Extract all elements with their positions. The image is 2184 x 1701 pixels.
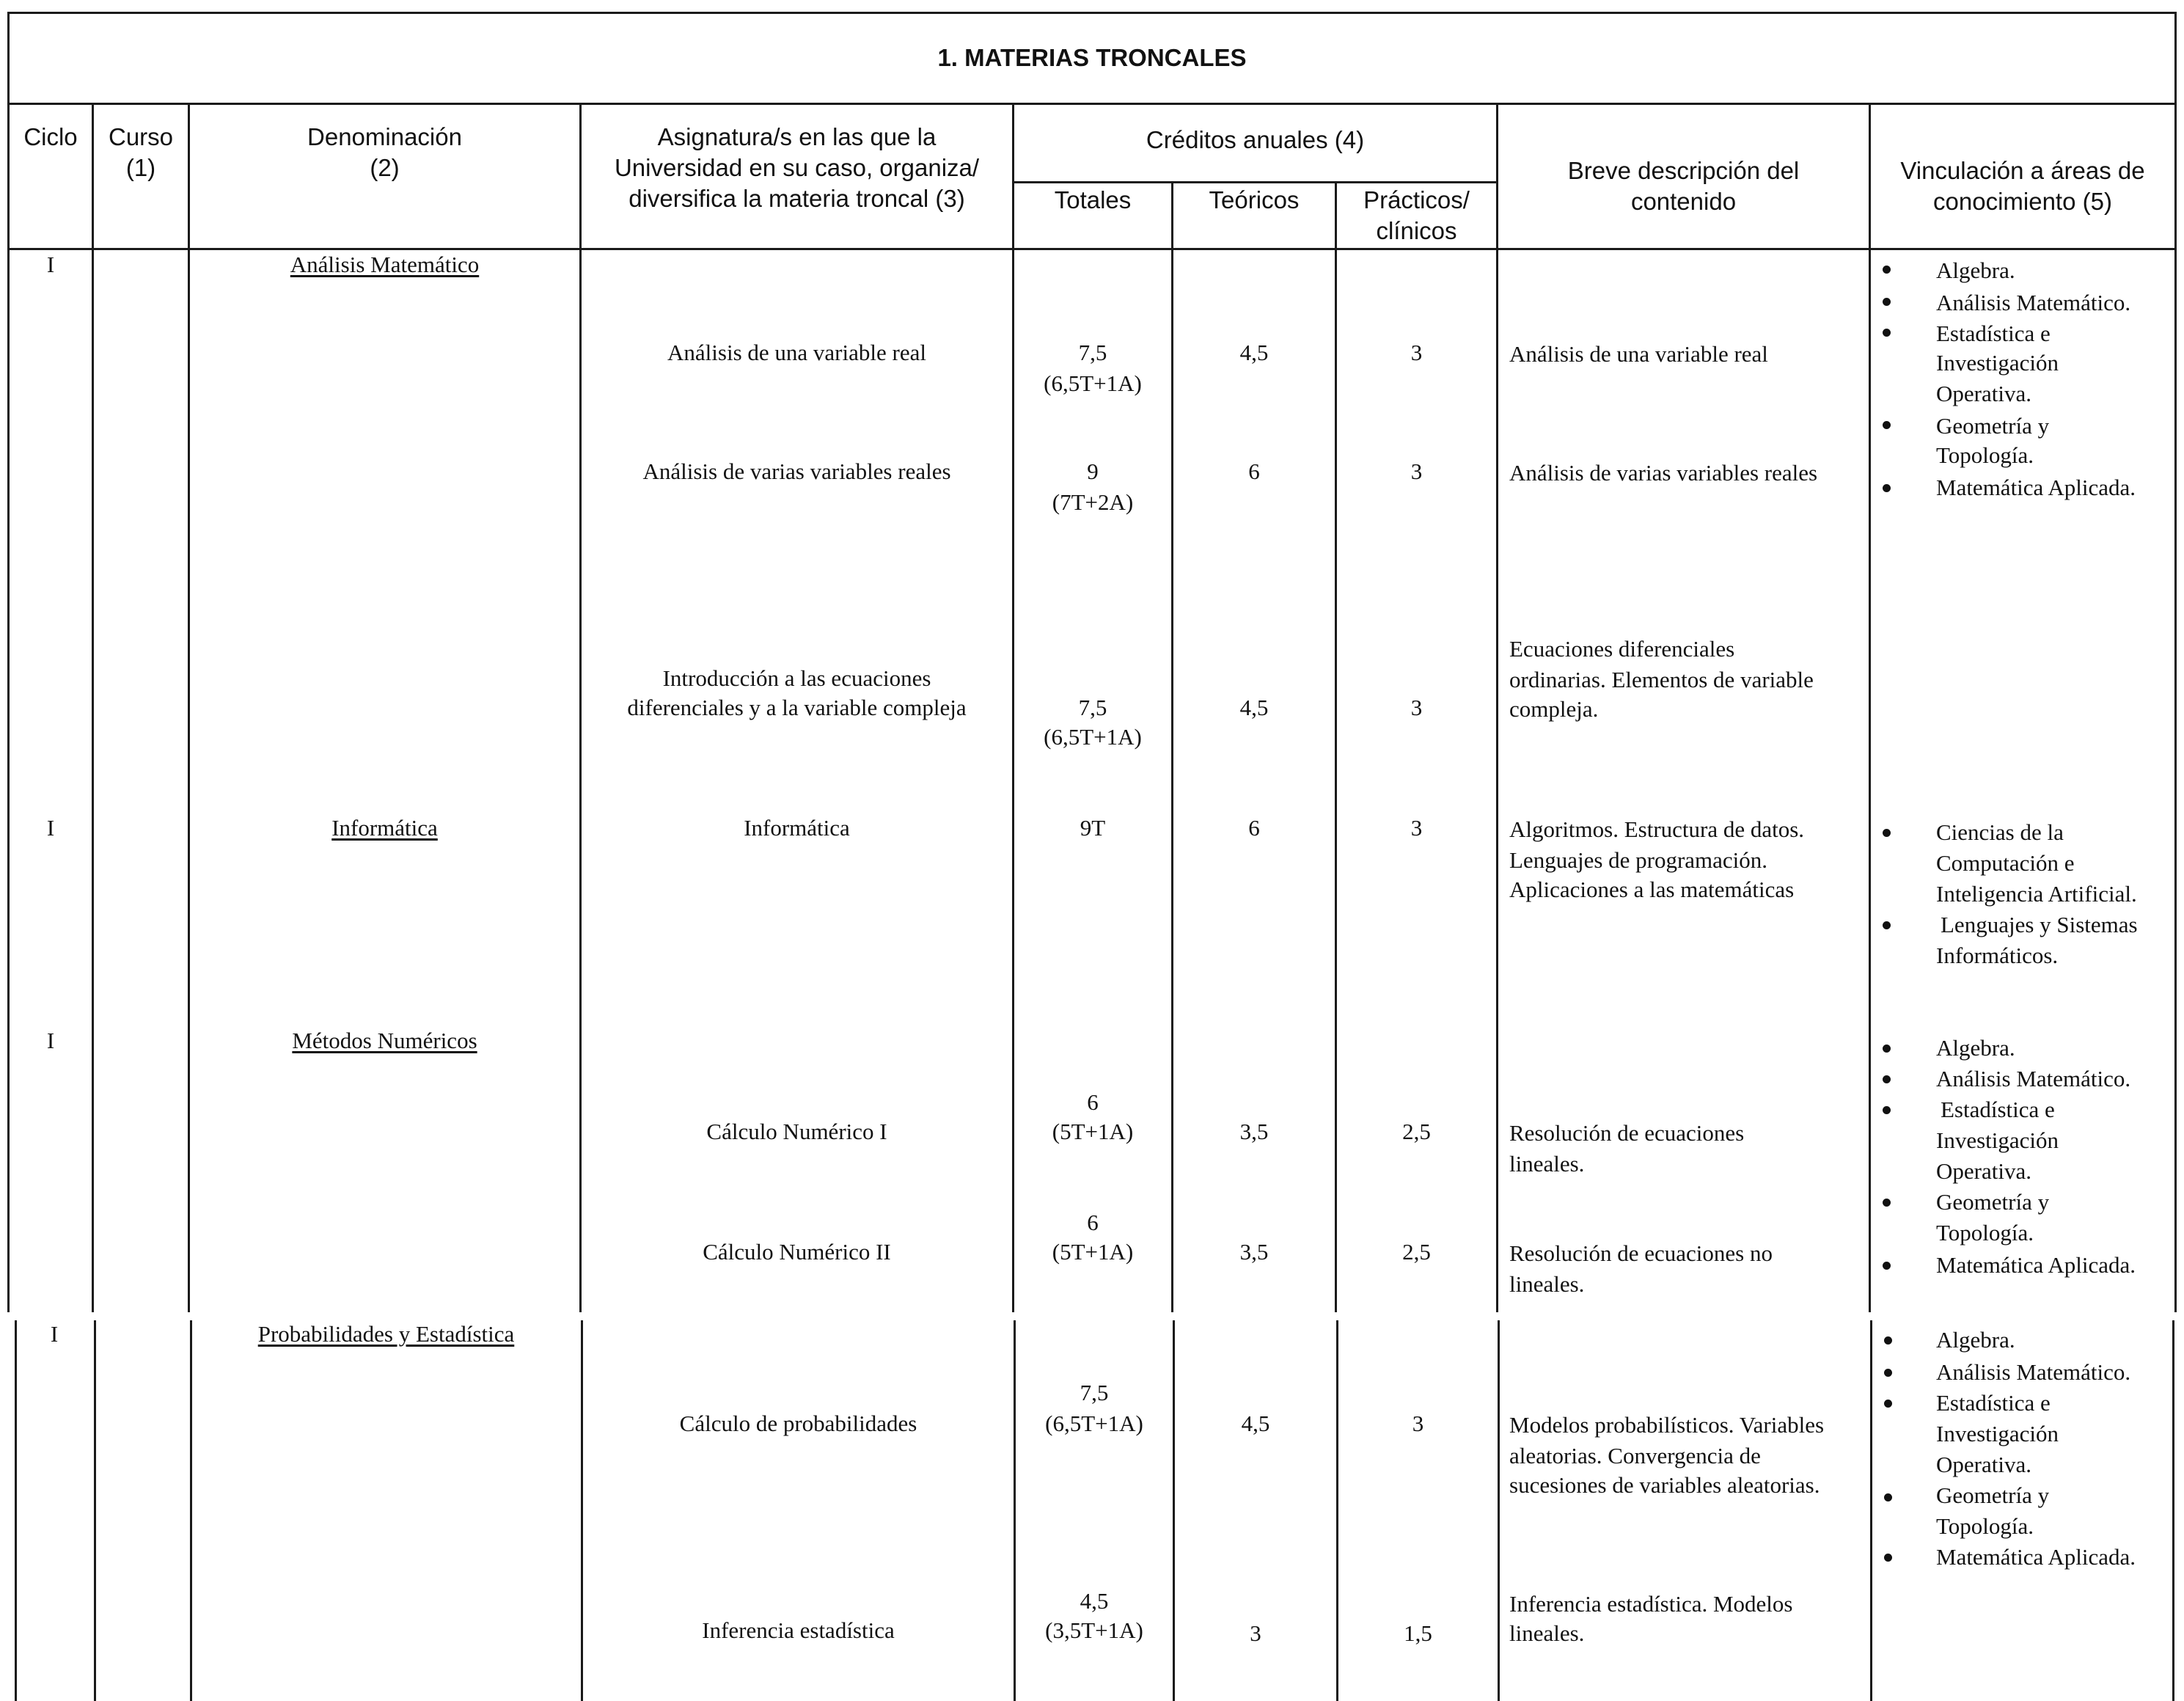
area-item-line2: Computación e [1936, 850, 2075, 876]
area-item-line2: Investigación [1936, 1421, 2059, 1446]
asignatura-descripcion-line2: Lenguajes de programación. [1509, 847, 1768, 873]
asignatura-descripcion-line2: lineales. [1509, 1271, 1585, 1297]
asignatura-nombre: Informática [744, 815, 850, 841]
header-vinculacion-line2: conocimiento (5) [1933, 188, 2112, 215]
asignatura-nombre: Cálculo de probabilidades [679, 1411, 917, 1436]
header-totales: Totales [1054, 186, 1132, 213]
area-item-line2: Informáticos. [1936, 943, 2059, 968]
asignatura-nombre: Análisis de una variable real [667, 340, 926, 365]
bullet-icon [1883, 1106, 1891, 1114]
asignatura-totales-detail: (6,5T+1A) [1044, 724, 1142, 750]
bullet-icon [1883, 1075, 1891, 1083]
area-item: Análisis Matemático. [1936, 1066, 2131, 1091]
asignatura-totales: 7,5 [1078, 340, 1107, 365]
asignatura-teoricos: 3,5 [1239, 1239, 1269, 1265]
area-item: Estadística e [1941, 1097, 2055, 1122]
area-item-line2: Investigación [1936, 1127, 2059, 1153]
asignatura-descripcion-line3: sucesiones de variables aleatorias. [1509, 1472, 1820, 1498]
asignatura-descripcion: Resolución de ecuaciones [1509, 1120, 1745, 1146]
lower-col-line-2 [94, 1320, 96, 1701]
area-item: Análisis Matemático. [1936, 290, 2131, 315]
area-item: Matemática Aplicada. [1936, 1544, 2136, 1570]
area-item: Matemática Aplicada. [1936, 1252, 2136, 1278]
materia-denominacion: Métodos Numéricos [292, 1028, 477, 1053]
asignatura-practicos: 3 [1410, 815, 1423, 841]
area-item: Matemática Aplicada. [1936, 475, 2136, 500]
asignatura-totales: 4,5 [1080, 1588, 1109, 1614]
area-item: Algebra. [1936, 257, 2015, 283]
area-item: Algebra. [1936, 1035, 2015, 1061]
bullet-icon [1883, 298, 1891, 306]
bullet-icon [1883, 1199, 1891, 1207]
asignatura-nombre: Introducción a las ecuaciones [662, 665, 931, 691]
asignatura-nombre: Análisis de varias variables reales [642, 458, 951, 484]
area-item: Lenguajes y Sistemas [1941, 912, 2138, 937]
credits-subheader-line [1012, 181, 1496, 183]
bullet-icon [1883, 1262, 1891, 1270]
asignatura-descripcion: Inferencia estadística. Modelos [1509, 1591, 1793, 1617]
area-item: Geometría y [1936, 413, 2050, 439]
asignatura-teoricos: 6 [1248, 815, 1260, 841]
area-item-line2: Topología. [1936, 1513, 2034, 1539]
asignatura-practicos: 3 [1410, 458, 1423, 484]
asignatura-descripcion: Ecuaciones diferenciales [1509, 636, 1735, 662]
asignatura-totales-detail: (5T+1A) [1052, 1239, 1134, 1265]
asignatura-practicos: 3 [1410, 695, 1423, 720]
materia-ciclo: I [46, 252, 55, 277]
table-title: 1. MATERIAS TRONCALES [937, 44, 1247, 71]
bullet-icon [1883, 421, 1891, 429]
header-ciclo: Ciclo [23, 123, 78, 150]
asignatura-totales-detail: (6,5T+1A) [1045, 1411, 1143, 1436]
lower-col-line-1 [15, 1320, 17, 1701]
asignatura-totales: 7,5 [1080, 1380, 1109, 1405]
asignatura-totales-detail: (7T+2A) [1052, 489, 1134, 515]
asignatura-totales: 9T [1080, 815, 1106, 841]
asignatura-totales-detail: (5T+1A) [1052, 1119, 1134, 1144]
asignatura-practicos: 1,5 [1404, 1620, 1432, 1646]
asignatura-nombre-line2: diferenciales y a la variable compleja [627, 695, 967, 720]
header-denominacion: Denominación [307, 123, 462, 150]
asignatura-practicos: 2,5 [1402, 1239, 1431, 1265]
header-descripcion-line2: contenido [1630, 188, 1737, 215]
area-item-line3: Operativa. [1936, 381, 2031, 406]
asignatura-teoricos: 3,5 [1239, 1119, 1269, 1144]
materia-denominacion: Probabilidades y Estadística [257, 1321, 515, 1347]
header-teoricos: Teóricos [1209, 186, 1300, 213]
header-curso: Curso [108, 123, 174, 150]
area-item-line2: Investigación [1936, 350, 2059, 376]
asignatura-totales: 6 [1087, 1089, 1099, 1115]
header-asignaturas-line3: diversifica la materia troncal (3) [629, 185, 965, 212]
asignatura-descripcion-line2: lineales. [1509, 1620, 1585, 1646]
asignatura-totales: 7,5 [1078, 695, 1107, 720]
asignatura-nombre: Inferencia estadística [702, 1617, 895, 1643]
area-item: Geometría y [1936, 1189, 2050, 1215]
asignatura-descripcion: Análisis de varias variables reales [1509, 460, 1818, 486]
asignatura-descripcion-line2: aleatorias. Convergencia de [1509, 1443, 1761, 1468]
asignatura-descripcion: Análisis de una variable real [1509, 341, 1768, 367]
area-item-line3: Inteligencia Artificial. [1936, 881, 2137, 907]
lower-col-line-9 [1870, 1320, 1872, 1701]
materia-ciclo: I [46, 1028, 55, 1053]
asignatura-descripcion: Resolución de ecuaciones no [1509, 1240, 1773, 1266]
header-descripcion-line1: Breve descripción del [1567, 157, 1800, 184]
asignatura-descripcion-line3: compleja. [1509, 696, 1599, 722]
asignatura-teoricos: 3 [1250, 1620, 1261, 1646]
header-denominacion-note: (2) [370, 154, 400, 181]
header-practicos-line1: Prácticos/ [1363, 186, 1470, 213]
bullet-icon [1883, 266, 1891, 274]
table-border-left [7, 12, 10, 1312]
materia-ciclo: I [50, 1321, 59, 1347]
area-item-line2: Topología. [1936, 442, 2034, 468]
header-creditos: Créditos anuales (4) [1146, 126, 1365, 153]
bullet-icon [1883, 329, 1891, 337]
asignatura-teoricos: 4,5 [1241, 1411, 1270, 1436]
bullet-icon [1883, 829, 1891, 837]
bullet-icon [1884, 1554, 1892, 1562]
asignatura-teoricos: 4,5 [1239, 340, 1269, 365]
area-item: Estadística e [1936, 1390, 2051, 1416]
asignatura-totales-detail: (6,5T+1A) [1044, 370, 1142, 396]
col-line-curso [92, 103, 94, 1312]
asignatura-totales: 9 [1087, 458, 1099, 484]
bullet-icon [1884, 1400, 1892, 1408]
lower-col-line-10 [2172, 1320, 2174, 1701]
asignatura-totales-detail: (3,5T+1A) [1045, 1617, 1143, 1643]
title-row-bottom-line [7, 103, 2177, 105]
bullet-icon [1884, 1493, 1892, 1501]
area-item-line3: Operativa. [1936, 1452, 2031, 1477]
area-item: Algebra. [1936, 1327, 2015, 1353]
col-line-denominacion [188, 103, 190, 1312]
asignatura-nombre: Cálculo Numérico I [706, 1119, 887, 1144]
asignatura-descripcion-line3: Aplicaciones a las matemáticas [1509, 877, 1795, 902]
bullet-icon [1884, 1336, 1892, 1345]
table-border-top [7, 12, 2177, 14]
header-asignaturas-line1: Asignatura/s en las que la [657, 123, 937, 150]
asignatura-teoricos: 4,5 [1239, 695, 1269, 720]
asignatura-practicos: 3 [1410, 340, 1423, 365]
header-practicos-line2: clínicos [1376, 217, 1457, 244]
bullet-icon [1883, 1045, 1891, 1053]
area-item: Ciencias de la [1936, 819, 2064, 845]
asignatura-practicos: 3 [1412, 1411, 1424, 1436]
header-vinculacion-line1: Vinculación a áreas de [1900, 157, 2145, 184]
bullet-icon [1884, 1369, 1892, 1377]
asignatura-practicos: 2,5 [1402, 1119, 1431, 1144]
lower-col-line-3 [190, 1320, 192, 1701]
materia-ciclo: I [46, 815, 55, 841]
header-asignaturas-line2: Universidad en su caso, organiza/ [614, 154, 980, 181]
asignatura-descripcion-line2: lineales. [1509, 1151, 1585, 1177]
area-item-line3: Operativa. [1936, 1158, 2031, 1184]
materia-denominacion: Análisis Matemático [290, 252, 480, 277]
asignatura-teoricos: 6 [1248, 458, 1260, 484]
asignatura-descripcion: Algoritmos. Estructura de datos. [1509, 816, 1805, 842]
asignatura-nombre: Cálculo Numérico II [703, 1239, 891, 1265]
area-item: Análisis Matemático. [1936, 1359, 2131, 1385]
area-item: Geometría y [1936, 1482, 2050, 1508]
asignatura-descripcion: Modelos probabilísticos. Variables [1509, 1412, 1825, 1438]
bullet-icon [1883, 484, 1891, 492]
materia-denominacion: Informática [331, 815, 438, 841]
col-line-vinculacion [1869, 103, 1871, 1312]
asignatura-descripcion-line2: ordinarias. Elementos de variable [1509, 667, 1814, 692]
asignatura-totales: 6 [1087, 1210, 1099, 1235]
area-item-line2: Topología. [1936, 1220, 2034, 1245]
bullet-icon [1883, 921, 1891, 929]
header-curso-note: (1) [125, 154, 156, 181]
area-item: Estadística e [1936, 321, 2051, 346]
